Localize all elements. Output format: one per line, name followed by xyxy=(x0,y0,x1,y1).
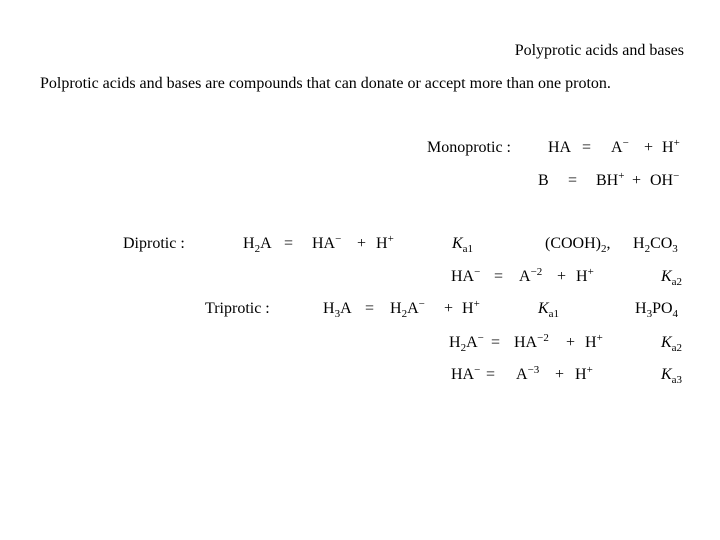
tri-eq2-lhs: $H_2A^-$ xyxy=(449,332,484,354)
di-eq1-k: $K_{a1}$ xyxy=(452,235,474,255)
tri-eq3-k: $K_{a3}$ xyxy=(661,366,683,386)
tri-eq2-base: $HA^{-2}$ xyxy=(514,332,549,351)
tri-eq3-plus: + xyxy=(555,366,565,383)
tri-eq3-equals: = xyxy=(486,366,496,383)
mono-eq1-equals: = xyxy=(582,139,592,156)
di-eq1-equals: = xyxy=(284,235,294,252)
tri-eq2-k: $K_{a2}$ xyxy=(661,334,683,354)
di-eq2-base: $A^{-2}$ xyxy=(519,266,543,285)
di-eq1-plus: + xyxy=(357,235,367,252)
tri-eq3-lhs: HA− xyxy=(451,364,481,383)
di-eq2-proton: H+ xyxy=(576,266,594,285)
di-eq2-plus: + xyxy=(557,268,567,285)
mono-eq1-proton: H+ xyxy=(662,137,680,156)
tri-eq1-plus: + xyxy=(444,300,454,317)
mono-eq2-oh: OH− xyxy=(650,170,680,189)
tri-eq3-base: $A^{-3}$ xyxy=(516,364,540,383)
tri-eq2-plus: + xyxy=(566,334,576,351)
di-eq2-k: $K_{a2}$ xyxy=(661,268,683,288)
tri-eq1-base: $H_2A^-$ xyxy=(390,298,425,320)
tri-eq2-equals: = xyxy=(491,334,501,351)
slide-title: Polyprotic acids and bases xyxy=(514,42,684,59)
tri-eq1-equals: = xyxy=(365,300,375,317)
tri-eq1-lhs: $H_3A$ xyxy=(323,300,352,320)
mono-eq2-acid: BH+ xyxy=(596,170,625,189)
tri-eq1-k: $K_{a1}$ xyxy=(538,300,560,320)
di-example-h2co3: $H_2CO_3$ xyxy=(633,235,678,255)
intro-text: Polprotic acids and bases are compounds that can donate or accept more than one proton. xyxy=(40,75,611,92)
di-eq1-proton: H+ xyxy=(376,233,394,252)
mono-eq1-lhs: HA xyxy=(548,139,572,156)
triprotic-label: Triprotic : xyxy=(205,300,270,317)
mono-eq2-equals: = xyxy=(568,172,578,189)
di-eq1-base: HA− xyxy=(312,233,342,252)
tri-eq2-proton: H+ xyxy=(585,332,603,351)
mono-eq2-lhs: B xyxy=(538,172,549,189)
di-example-cooh: $(COOH)_2$, xyxy=(545,235,611,255)
tri-eq3-proton: H+ xyxy=(575,364,593,383)
di-eq1-lhs: $H_2A$ xyxy=(243,235,272,255)
monoprotic-label: Monoprotic : xyxy=(427,139,511,156)
mono-eq1-plus: + xyxy=(644,139,654,156)
tri-eq1-proton: H+ xyxy=(462,298,480,317)
mono-eq1-base: A− xyxy=(611,137,629,156)
di-eq2-lhs: HA− xyxy=(451,266,481,285)
tri-example-h3po4: $H_3PO_4$ xyxy=(635,300,679,320)
di-eq2-equals: = xyxy=(494,268,504,285)
mono-eq2-plus: + xyxy=(632,172,642,189)
diprotic-label: Diprotic : xyxy=(123,235,185,252)
